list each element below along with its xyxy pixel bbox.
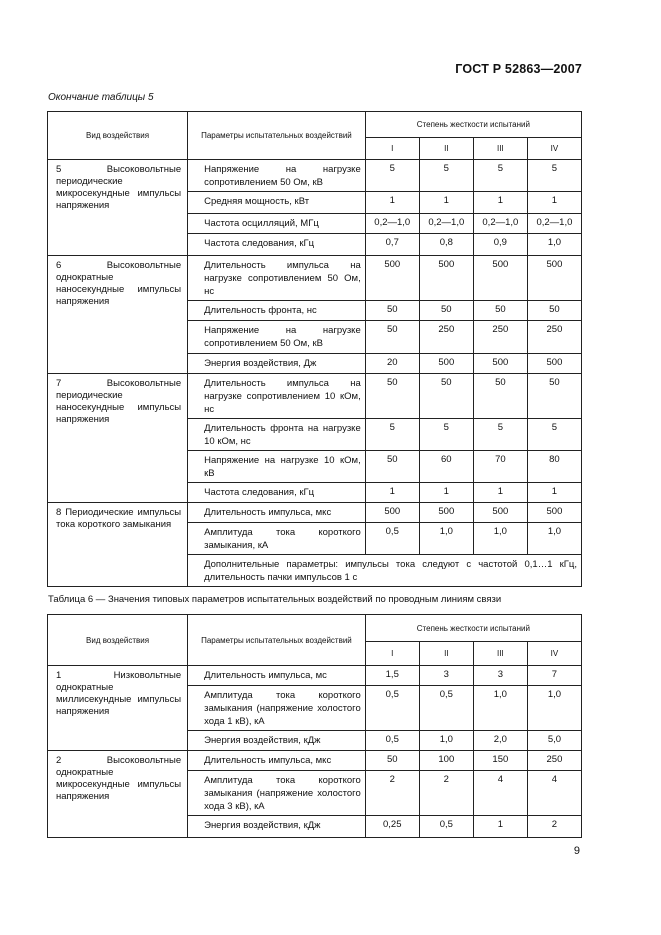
value-cell-level-3: 4 <box>473 771 527 816</box>
value-cell-level-4: 500 <box>527 354 581 374</box>
document-standard-number: ГОСТ Р 52863—2007 <box>455 62 582 76</box>
value-cell-level-1: 50 <box>365 451 419 483</box>
value-cell-level-3: 1,0 <box>473 523 527 555</box>
value-cell-level-1: 1 <box>365 192 419 214</box>
value-cell-level-1: 50 <box>365 374 419 419</box>
table-row <box>48 160 582 192</box>
table-row <box>48 374 582 419</box>
table-row <box>48 256 582 301</box>
value-cell-level-2: 500 <box>419 503 473 523</box>
value-cell-level-3: 2,0 <box>473 731 527 751</box>
header-kind: Вид воздействия <box>48 112 188 160</box>
value-cell-level-3: 5 <box>473 419 527 451</box>
value-cell-level-1: 20 <box>365 354 419 374</box>
parameter-cell: Напряжение на нагрузке сопротивлением 50 Ом, кВ <box>188 321 366 354</box>
value-cell-level-2: 0,2—1,0 <box>419 214 473 234</box>
value-cell-level-4: 2 <box>527 816 581 838</box>
parameter-cell: Длительность фронта, нс <box>188 301 366 321</box>
value-cell-level-1: 0,5 <box>365 686 419 731</box>
value-cell-level-4: 5 <box>527 419 581 451</box>
parameter-cell: Длительность импульса на нагрузке сопротивлением 50 Ом, нс <box>188 256 366 301</box>
value-cell-level-4: 1 <box>527 192 581 214</box>
header-params: Параметры испытательных воздействий <box>188 615 366 666</box>
header-level-2: II <box>419 642 473 666</box>
value-cell-level-3: 50 <box>473 374 527 419</box>
value-cell-level-3: 3 <box>473 666 527 686</box>
parameter-cell: Длительность импульса на нагрузке сопротивлением 10 кОм, нс <box>188 374 366 419</box>
value-cell-level-1: 1,5 <box>365 666 419 686</box>
parameter-cell: Частота осцилляций, МГц <box>188 214 366 234</box>
value-cell-level-2: 50 <box>419 374 473 419</box>
value-cell-level-4: 4 <box>527 771 581 816</box>
value-cell-level-1: 0,7 <box>365 234 419 256</box>
value-cell-level-2: 3 <box>419 666 473 686</box>
header-level-1: I <box>365 642 419 666</box>
parameter-cell: Частота следования, кГц <box>188 483 366 503</box>
parameter-cell: Длительность импульса, мс <box>188 666 366 686</box>
header-severity: Степень жесткости испытаний <box>365 615 581 642</box>
value-cell-level-3: 1 <box>473 192 527 214</box>
value-cell-level-3: 150 <box>473 751 527 771</box>
value-cell-level-4: 50 <box>527 374 581 419</box>
value-cell-level-1: 50 <box>365 301 419 321</box>
value-cell-level-3: 70 <box>473 451 527 483</box>
value-cell-level-2: 50 <box>419 301 473 321</box>
value-cell-level-4: 500 <box>527 256 581 301</box>
parameter-cell: Амплитуда тока короткого замыкания (напряжение холостого хода 1 кВ), кА <box>188 686 366 731</box>
value-cell-level-4: 1,0 <box>527 523 581 555</box>
table6-caption: Таблица 6 — Значения типовых параметров испытательных воздействий по проводным линиям связи <box>48 594 502 605</box>
value-cell-level-2: 250 <box>419 321 473 354</box>
table5-body <box>48 160 582 587</box>
parameter-cell: Длительность импульса, мкс <box>188 751 366 771</box>
value-cell-level-2: 60 <box>419 451 473 483</box>
table6-body <box>48 666 582 838</box>
table5 <box>47 111 582 587</box>
table-row <box>48 503 582 523</box>
value-cell-level-2: 500 <box>419 256 473 301</box>
header-params: Параметры испытательных воздействий <box>188 112 366 160</box>
value-cell-level-4: 500 <box>527 503 581 523</box>
parameter-cell: Энергия воздействия, кДж <box>188 731 366 751</box>
value-cell-level-1: 500 <box>365 503 419 523</box>
impact-type-cell: 6 Высоковольтные однократные наносекундные импульсы напряжения <box>48 256 188 374</box>
value-cell-level-1: 5 <box>365 160 419 192</box>
value-cell-level-4: 5 <box>527 160 581 192</box>
impact-type-cell: 2 Высоковольтные однократные микросекундные импульсы напряжения <box>48 751 188 838</box>
value-cell-level-3: 1 <box>473 483 527 503</box>
page-number: 9 <box>573 845 580 857</box>
table5-caption: Окончание таблицы 5 <box>48 92 154 103</box>
value-cell-level-1: 5 <box>365 419 419 451</box>
value-cell-level-2: 5 <box>419 160 473 192</box>
parameter-cell: Длительность фронта на нагрузке 10 кОм, нс <box>188 419 366 451</box>
value-cell-level-4: 50 <box>527 301 581 321</box>
header-level-4: IV <box>527 138 581 160</box>
value-cell-level-3: 1,0 <box>473 686 527 731</box>
parameter-cell: Частота следования, кГц <box>188 234 366 256</box>
header-kind: Вид воздействия <box>48 615 188 666</box>
impact-type-cell: 7 Высоковольтные периодические наносекундные импульсы напряжения <box>48 374 188 503</box>
value-cell-level-1: 0,5 <box>365 523 419 555</box>
value-cell-level-1: 0,5 <box>365 731 419 751</box>
parameter-cell: Напряжение на нагрузке 10 кОм, кВ <box>188 451 366 483</box>
header-severity: Степень жесткости испытаний <box>365 112 581 138</box>
header-level-3: III <box>473 642 527 666</box>
impact-type-cell: 5 Высоковольтные периодические микросекундные импульсы напряжения <box>48 160 188 256</box>
value-cell-level-2: 0,5 <box>419 816 473 838</box>
parameter-cell: Длительность импульса, мкс <box>188 503 366 523</box>
value-cell-level-4: 7 <box>527 666 581 686</box>
value-cell-level-1: 50 <box>365 321 419 354</box>
impact-type-cell: 1 Низковольтные однократные миллисекундные импульсы напряжения <box>48 666 188 751</box>
value-cell-level-1: 50 <box>365 751 419 771</box>
value-cell-level-3: 5 <box>473 160 527 192</box>
value-cell-level-3: 50 <box>473 301 527 321</box>
parameter-cell: Энергия воздействия, кДж <box>188 816 366 838</box>
parameter-cell: Средняя мощность, кВт <box>188 192 366 214</box>
value-cell-level-1: 500 <box>365 256 419 301</box>
impact-type-cell: 8 Периодические импульсы тока короткого замыкания <box>48 503 188 587</box>
value-cell-level-3: 0,9 <box>473 234 527 256</box>
value-cell-level-2: 0,5 <box>419 686 473 731</box>
value-cell-level-2: 2 <box>419 771 473 816</box>
value-cell-level-1: 0,2—1,0 <box>365 214 419 234</box>
value-cell-level-1: 1 <box>365 483 419 503</box>
value-cell-level-4: 1 <box>527 483 581 503</box>
value-cell-level-2: 500 <box>419 354 473 374</box>
table-row <box>48 751 582 771</box>
value-cell-level-3: 1 <box>473 816 527 838</box>
value-cell-level-2: 1 <box>419 192 473 214</box>
value-cell-level-2: 1 <box>419 483 473 503</box>
value-cell-level-3: 500 <box>473 256 527 301</box>
value-cell-level-4: 250 <box>527 321 581 354</box>
value-cell-level-4: 1,0 <box>527 234 581 256</box>
value-cell-level-2: 0,8 <box>419 234 473 256</box>
value-cell-level-3: 500 <box>473 354 527 374</box>
table-row <box>48 666 582 686</box>
value-cell-level-2: 100 <box>419 751 473 771</box>
additional-parameters-note: Дополнительные параметры: импульсы тока следуют с частотой 0,1…1 кГц, длительность пачки импульсов 1 с <box>188 555 582 587</box>
value-cell-level-4: 0,2—1,0 <box>527 214 581 234</box>
value-cell-level-4: 1,0 <box>527 686 581 731</box>
value-cell-level-3: 500 <box>473 503 527 523</box>
value-cell-level-1: 0,25 <box>365 816 419 838</box>
header-level-3: III <box>473 138 527 160</box>
value-cell-level-4: 80 <box>527 451 581 483</box>
header-level-4: IV <box>527 642 581 666</box>
value-cell-level-4: 5,0 <box>527 731 581 751</box>
header-level-1: I <box>365 138 419 160</box>
value-cell-level-3: 0,2—1,0 <box>473 214 527 234</box>
parameter-cell: Напряжение на нагрузке сопротивлением 50 Ом, кВ <box>188 160 366 192</box>
value-cell-level-2: 1,0 <box>419 731 473 751</box>
parameter-cell: Амплитуда тока короткого замыкания (напряжение холостого хода 3 кВ), кА <box>188 771 366 816</box>
value-cell-level-3: 250 <box>473 321 527 354</box>
value-cell-level-2: 5 <box>419 419 473 451</box>
parameter-cell: Энергия воздействия, Дж <box>188 354 366 374</box>
header-level-2: II <box>419 138 473 160</box>
table6 <box>47 614 582 838</box>
value-cell-level-1: 2 <box>365 771 419 816</box>
value-cell-level-4: 250 <box>527 751 581 771</box>
value-cell-level-2: 1,0 <box>419 523 473 555</box>
parameter-cell: Амплитуда тока короткого замыкания, кА <box>188 523 366 555</box>
